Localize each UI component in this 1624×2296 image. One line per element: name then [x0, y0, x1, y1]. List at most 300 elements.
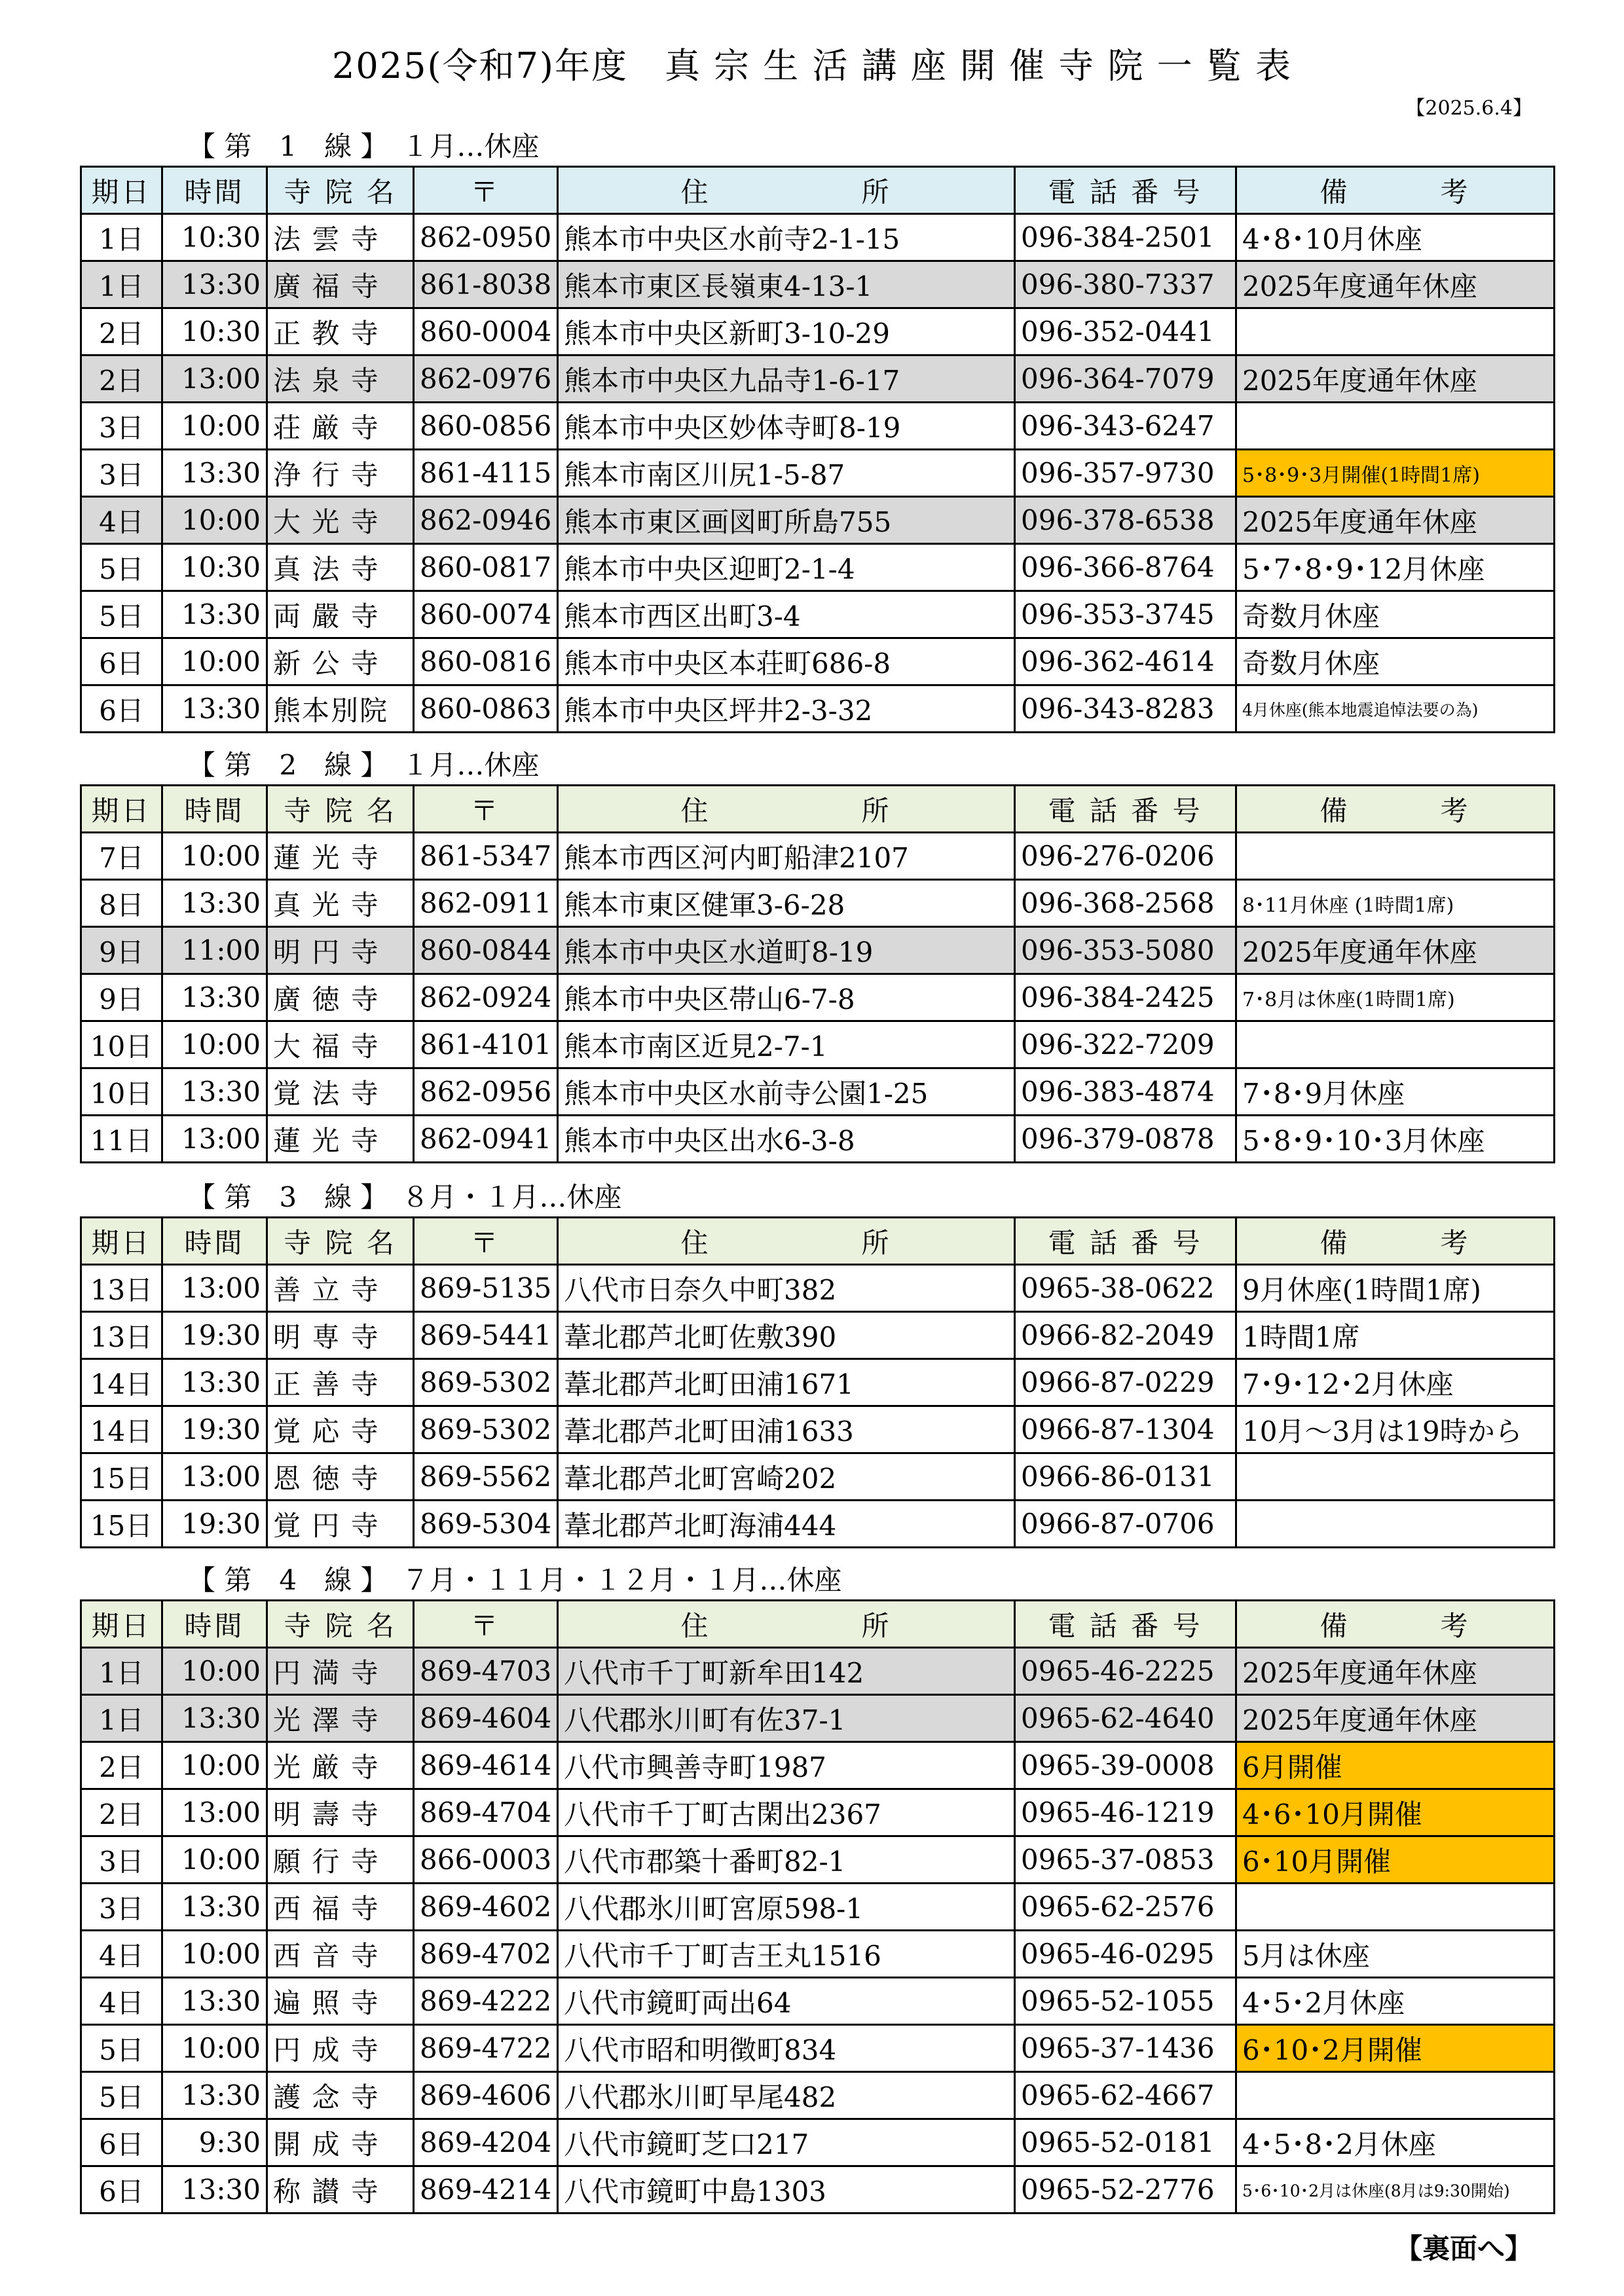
cell-zip: 861-4115 — [414, 450, 558, 497]
cell-address: 熊本市東区長嶺東4-13-1 — [558, 261, 1015, 308]
table-row — [81, 1501, 1555, 1548]
cell-address: 熊本市東区画図町所島755 — [558, 497, 1015, 544]
header-address: 住 所 — [558, 1218, 1015, 1265]
cell-zip: 862-0911 — [414, 880, 558, 927]
cell-phone: 0966-87-0706 — [1015, 1501, 1236, 1548]
cell-zip: 860-0856 — [414, 403, 558, 450]
cell-temple: 法 雲 寺 — [267, 214, 414, 261]
cell-note: 5･8･9･10･3月休座 — [1236, 1116, 1555, 1163]
table-row — [81, 2166, 1555, 2214]
cell-time: 9:30 — [162, 2119, 267, 2166]
cell-phone: 0965-52-2776 — [1015, 2166, 1236, 2214]
table-row — [81, 685, 1555, 733]
header-day: 期日 — [81, 1218, 162, 1265]
cell-time: 10:00 — [162, 1836, 267, 1884]
cell-address: 熊本市中央区水前寺公園1-25 — [558, 1068, 1015, 1116]
cell-phone: 096-353-5080 — [1015, 927, 1236, 974]
cell-day: 5日 — [81, 2025, 162, 2072]
page-title: 2025(令和7)年度 真 宗 生 活 講 座 開 催 寺 院 一 覧 表 — [332, 45, 1292, 86]
cell-temple: 開 成 寺 — [267, 2119, 414, 2166]
cell-day: 1日 — [81, 261, 162, 308]
cell-temple: 正 善 寺 — [267, 1359, 414, 1406]
cell-day: 5日 — [81, 2072, 162, 2119]
cell-time: 13:30 — [162, 261, 267, 308]
cell-temple: 明 専 寺 — [267, 1312, 414, 1359]
cell-temple: 護 念 寺 — [267, 2072, 414, 2119]
table-row — [81, 927, 1555, 974]
line-title: 【 第 2 線 】 １月…休座 — [188, 749, 540, 781]
table-row — [81, 1884, 1555, 1931]
cell-time: 10:00 — [162, 1021, 267, 1068]
cell-time: 13:00 — [162, 1789, 267, 1836]
cell-time: 13:00 — [162, 355, 267, 403]
table-row — [81, 1265, 1555, 1312]
cell-note: 4月休座(熊本地震追悼法要の為) — [1236, 685, 1555, 733]
header-zip: 〒 — [414, 1218, 558, 1265]
cell-note: 6月開催 — [1236, 1742, 1555, 1789]
cell-time: 13:30 — [162, 2166, 267, 2214]
temple-table — [80, 1599, 1555, 2214]
cell-zip: 862-0924 — [414, 974, 558, 1021]
cell-zip: 860-0004 — [414, 308, 558, 355]
cell-address: 八代市千丁町新牟田142 — [558, 1648, 1015, 1695]
cell-address: 八代市日奈久中町382 — [558, 1265, 1015, 1312]
cell-phone: 0965-46-0295 — [1015, 1931, 1236, 1978]
cell-zip: 862-0956 — [414, 1068, 558, 1116]
cell-note — [1236, 1021, 1555, 1068]
cell-note: 4･8･10月休座 — [1236, 214, 1555, 261]
cell-time: 13:30 — [162, 685, 267, 733]
cell-address: 葦北郡芦北町田浦1633 — [558, 1406, 1015, 1453]
table-header-row — [81, 1601, 1555, 1648]
cell-temple: 正 教 寺 — [267, 308, 414, 355]
cell-time: 13:30 — [162, 1978, 267, 2025]
cell-phone: 0965-46-2225 — [1015, 1648, 1236, 1695]
cell-note: 2025年度通年休座 — [1236, 927, 1555, 974]
cell-note — [1236, 1501, 1555, 1548]
cell-zip: 869-4214 — [414, 2166, 558, 2214]
cell-day: 14日 — [81, 1359, 162, 1406]
cell-temple: 称 讃 寺 — [267, 2166, 414, 2214]
cell-temple: 浄 行 寺 — [267, 450, 414, 497]
cell-address: 葦北郡芦北町佐敷390 — [558, 1312, 1015, 1359]
cell-zip: 860-0817 — [414, 544, 558, 591]
cell-zip: 869-4704 — [414, 1789, 558, 1836]
cell-zip: 869-4722 — [414, 2025, 558, 2072]
cell-time: 13:30 — [162, 591, 267, 638]
cell-time: 19:30 — [162, 1312, 267, 1359]
header-temple: 寺 院 名 — [267, 167, 414, 214]
table-row — [81, 497, 1555, 544]
line-title: 【 第 4 線 】 ７月・１１月・１２月・１月…休座 — [188, 1564, 842, 1596]
cell-time: 11:00 — [162, 927, 267, 974]
cell-time: 13:30 — [162, 1695, 267, 1742]
cell-time: 10:00 — [162, 1742, 267, 1789]
cell-zip: 866-0003 — [414, 1836, 558, 1884]
cell-zip: 860-0074 — [414, 591, 558, 638]
cell-temple: 光 厳 寺 — [267, 1742, 414, 1789]
line-title: 【 第 3 線 】 ８月・１月…休座 — [188, 1181, 622, 1213]
cell-zip: 862-0950 — [414, 214, 558, 261]
cell-address: 八代市鏡町中島1303 — [558, 2166, 1015, 2214]
table-row — [81, 1116, 1555, 1163]
cell-phone: 0965-37-0853 — [1015, 1836, 1236, 1884]
cell-time: 10:00 — [162, 1648, 267, 1695]
header-day: 期日 — [81, 167, 162, 214]
cell-address: 八代郡氷川町早尾482 — [558, 2072, 1015, 2119]
header-day: 期日 — [81, 786, 162, 833]
cell-day: 3日 — [81, 1884, 162, 1931]
cell-temple: 蓮 光 寺 — [267, 833, 414, 880]
temple-table — [80, 1216, 1555, 1548]
cell-note: 奇数月休座 — [1236, 591, 1555, 638]
cell-note: 2025年度通年休座 — [1236, 261, 1555, 308]
header-zip: 〒 — [414, 786, 558, 833]
cell-zip: 862-0976 — [414, 355, 558, 403]
cell-time: 13:30 — [162, 1359, 267, 1406]
table-row — [81, 591, 1555, 638]
table-row — [81, 544, 1555, 591]
header-phone: 電 話 番 号 — [1015, 167, 1236, 214]
cell-time: 10:00 — [162, 497, 267, 544]
cell-address: 熊本市南区川尻1-5-87 — [558, 450, 1015, 497]
cell-phone: 096-368-2568 — [1015, 880, 1236, 927]
cell-temple: 円 満 寺 — [267, 1648, 414, 1695]
cell-temple: 真 法 寺 — [267, 544, 414, 591]
cell-day: 10日 — [81, 1068, 162, 1116]
cell-address: 熊本市中央区九品寺1-6-17 — [558, 355, 1015, 403]
header-time: 時間 — [162, 1601, 267, 1648]
cell-note: 7･8月は休座(1時間1席) — [1236, 974, 1555, 1021]
cell-zip: 869-5135 — [414, 1265, 558, 1312]
cell-time: 13:30 — [162, 1068, 267, 1116]
cell-note: 6･10･2月開催 — [1236, 2025, 1555, 2072]
cell-day: 15日 — [81, 1501, 162, 1548]
cell-note: 5･7･8･9･12月休座 — [1236, 544, 1555, 591]
cell-address: 熊本市中央区帯山6-7-8 — [558, 974, 1015, 1021]
cell-day: 2日 — [81, 308, 162, 355]
cell-note: 10月～3月は19時から — [1236, 1406, 1555, 1453]
cell-day: 1日 — [81, 1648, 162, 1695]
cell-phone: 096-384-2501 — [1015, 214, 1236, 261]
cell-day: 8日 — [81, 880, 162, 927]
table-row — [81, 2072, 1555, 2119]
cell-address: 熊本市中央区迎町2-1-4 — [558, 544, 1015, 591]
cell-temple: 法 泉 寺 — [267, 355, 414, 403]
cell-note: 1時間1席 — [1236, 1312, 1555, 1359]
header-address: 住 所 — [558, 786, 1015, 833]
cell-temple: 覚 応 寺 — [267, 1406, 414, 1453]
header-phone: 電 話 番 号 — [1015, 786, 1236, 833]
cell-zip: 860-0816 — [414, 638, 558, 685]
cell-day: 6日 — [81, 638, 162, 685]
cell-phone: 096-353-3745 — [1015, 591, 1236, 638]
cell-address: 葦北郡芦北町海浦444 — [558, 1501, 1015, 1548]
cell-zip: 869-4222 — [414, 1978, 558, 2025]
cell-note: 5･6･10･2月は休座(8月は9:30開始) — [1236, 2166, 1555, 2214]
cell-day: 5日 — [81, 591, 162, 638]
cell-time: 13:00 — [162, 1116, 267, 1163]
cell-time: 10:00 — [162, 2025, 267, 2072]
table-header-row — [81, 1218, 1555, 1265]
table-row — [81, 2025, 1555, 2072]
cell-zip: 869-4604 — [414, 1695, 558, 1742]
cell-phone: 096-322-7209 — [1015, 1021, 1236, 1068]
cell-address: 八代郡氷川町宮原598-1 — [558, 1884, 1015, 1931]
cell-day: 1日 — [81, 214, 162, 261]
header-address: 住 所 — [558, 1601, 1015, 1648]
cell-temple: 大 福 寺 — [267, 1021, 414, 1068]
table-row — [81, 2119, 1555, 2166]
table-row — [81, 1648, 1555, 1695]
cell-zip: 861-5347 — [414, 833, 558, 880]
cell-address: 八代市興善寺町1987 — [558, 1742, 1015, 1789]
cell-zip: 869-5304 — [414, 1501, 558, 1548]
header-time: 時間 — [162, 167, 267, 214]
cell-note: 8･11月休座 (1時間1席) — [1236, 880, 1555, 927]
cell-day: 4日 — [81, 1931, 162, 1978]
cell-day: 13日 — [81, 1265, 162, 1312]
cell-phone: 0966-86-0131 — [1015, 1453, 1236, 1501]
cell-address: 熊本市中央区坪井2-3-32 — [558, 685, 1015, 733]
header-zip: 〒 — [414, 167, 558, 214]
cell-phone: 0965-62-4667 — [1015, 2072, 1236, 2119]
cell-address: 熊本市南区近見2-7-1 — [558, 1021, 1015, 1068]
cell-note — [1236, 1884, 1555, 1931]
cell-phone: 096-383-4874 — [1015, 1068, 1236, 1116]
cell-day: 3日 — [81, 403, 162, 450]
cell-time: 13:00 — [162, 1265, 267, 1312]
cell-zip: 869-4606 — [414, 2072, 558, 2119]
cell-temple: 覚 円 寺 — [267, 1501, 414, 1548]
cell-note: 4･6･10月開催 — [1236, 1789, 1555, 1836]
cell-phone: 096-384-2425 — [1015, 974, 1236, 1021]
cell-note: 5･8･9･3月開催(1時間1席) — [1236, 450, 1555, 497]
cell-day: 9日 — [81, 927, 162, 974]
table-row — [81, 833, 1555, 880]
table-row — [81, 1406, 1555, 1453]
cell-address: 葦北郡芦北町田浦1671 — [558, 1359, 1015, 1406]
header-time: 時間 — [162, 786, 267, 833]
cell-phone: 096-352-0441 — [1015, 308, 1236, 355]
cell-phone: 0965-38-0622 — [1015, 1265, 1236, 1312]
cell-time: 13:30 — [162, 450, 267, 497]
cell-day: 9日 — [81, 974, 162, 1021]
cell-zip: 869-4703 — [414, 1648, 558, 1695]
cell-note: 7･8･9月休座 — [1236, 1068, 1555, 1116]
cell-temple: 新 公 寺 — [267, 638, 414, 685]
cell-phone: 096-357-9730 — [1015, 450, 1236, 497]
cell-address: 熊本市東区健軍3-6-28 — [558, 880, 1015, 927]
cell-note: 4･5･2月休座 — [1236, 1978, 1555, 2025]
cell-temple: 覚 法 寺 — [267, 1068, 414, 1116]
cell-day: 6日 — [81, 2166, 162, 2214]
cell-time: 10:30 — [162, 544, 267, 591]
table-row — [81, 1789, 1555, 1836]
cell-time: 10:00 — [162, 403, 267, 450]
cell-phone: 096-366-8764 — [1015, 544, 1236, 591]
cell-zip: 860-0863 — [414, 685, 558, 733]
cell-phone: 0965-39-0008 — [1015, 1742, 1236, 1789]
cell-temple: 円 成 寺 — [267, 2025, 414, 2072]
cell-day: 2日 — [81, 1742, 162, 1789]
cell-zip: 869-4602 — [414, 1884, 558, 1931]
cell-time: 13:30 — [162, 880, 267, 927]
cell-time: 13:30 — [162, 1884, 267, 1931]
cell-address: 熊本市中央区本荘町686-8 — [558, 638, 1015, 685]
cell-address: 熊本市中央区水道町8-19 — [558, 927, 1015, 974]
cell-day: 3日 — [81, 1836, 162, 1884]
cell-phone: 096-362-4614 — [1015, 638, 1236, 685]
cell-day: 13日 — [81, 1312, 162, 1359]
cell-temple: 恩 徳 寺 — [267, 1453, 414, 1501]
cell-zip: 869-5302 — [414, 1406, 558, 1453]
cell-phone: 0965-62-2576 — [1015, 1884, 1236, 1931]
table-row — [81, 1021, 1555, 1068]
cell-temple: 大 光 寺 — [267, 497, 414, 544]
cell-time: 13:00 — [162, 1453, 267, 1501]
issue-date: 【2025.6.4】 — [1405, 97, 1532, 120]
table-row — [81, 261, 1555, 308]
section-line-1 — [80, 128, 1553, 733]
table-row — [81, 450, 1555, 497]
cell-temple: 善 立 寺 — [267, 1265, 414, 1312]
cell-zip: 861-4101 — [414, 1021, 558, 1068]
cell-time: 10:30 — [162, 308, 267, 355]
section-line-3 — [80, 1178, 1553, 1548]
cell-zip: 862-0946 — [414, 497, 558, 544]
temple-table — [80, 166, 1555, 733]
cell-temple: 遍 照 寺 — [267, 1978, 414, 2025]
header-temple: 寺 院 名 — [267, 1218, 414, 1265]
cell-note: 6･10月開催 — [1236, 1836, 1555, 1884]
cell-day: 2日 — [81, 355, 162, 403]
header-temple: 寺 院 名 — [267, 1601, 414, 1648]
cell-phone: 0966-82-2049 — [1015, 1312, 1236, 1359]
table-row — [81, 1359, 1555, 1406]
cell-day: 11日 — [81, 1116, 162, 1163]
cell-address: 熊本市中央区新町3-10-29 — [558, 308, 1015, 355]
cell-address: 八代郡氷川町有佐37-1 — [558, 1695, 1015, 1742]
cell-phone: 0965-52-0181 — [1015, 2119, 1236, 2166]
cell-temple: 廣 徳 寺 — [267, 974, 414, 1021]
cell-note — [1236, 308, 1555, 355]
table-row — [81, 1836, 1555, 1884]
cell-phone: 0965-46-1219 — [1015, 1789, 1236, 1836]
header-phone: 電 話 番 号 — [1015, 1218, 1236, 1265]
cell-temple: 両 嚴 寺 — [267, 591, 414, 638]
cell-note: 奇数月休座 — [1236, 638, 1555, 685]
cell-phone: 096-378-6538 — [1015, 497, 1236, 544]
table-header-row — [81, 167, 1555, 214]
header-note: 備 考 — [1236, 1218, 1555, 1265]
cell-note: 2025年度通年休座 — [1236, 1695, 1555, 1742]
cell-temple: 明 壽 寺 — [267, 1789, 414, 1836]
header-temple: 寺 院 名 — [267, 786, 414, 833]
cell-day: 14日 — [81, 1406, 162, 1453]
table-row — [81, 355, 1555, 403]
table-row — [81, 974, 1555, 1021]
cell-day: 6日 — [81, 2119, 162, 2166]
cell-temple: 熊本別院 — [267, 685, 414, 733]
cell-day: 5日 — [81, 544, 162, 591]
cell-temple: 真 光 寺 — [267, 880, 414, 927]
cell-zip: 869-5302 — [414, 1359, 558, 1406]
cell-phone: 096-343-8283 — [1015, 685, 1236, 733]
cell-zip: 869-5441 — [414, 1312, 558, 1359]
cell-time: 13:30 — [162, 2072, 267, 2119]
cell-zip: 869-4614 — [414, 1742, 558, 1789]
cell-time: 13:30 — [162, 974, 267, 1021]
cell-day: 10日 — [81, 1021, 162, 1068]
cell-note: 2025年度通年休座 — [1236, 1648, 1555, 1695]
line-title: 【 第 1 線 】 １月…休座 — [188, 130, 540, 162]
table-row — [81, 638, 1555, 685]
header-phone: 電 話 番 号 — [1015, 1601, 1236, 1648]
header-day: 期日 — [81, 1601, 162, 1648]
table-row — [81, 308, 1555, 355]
cell-phone: 096-276-0206 — [1015, 833, 1236, 880]
cell-temple: 光 澤 寺 — [267, 1695, 414, 1742]
cell-phone: 0965-37-1436 — [1015, 2025, 1236, 2072]
header-time: 時間 — [162, 1218, 267, 1265]
cell-address: 八代市郡築十番町82-1 — [558, 1836, 1015, 1884]
cell-zip: 860-0844 — [414, 927, 558, 974]
continue-to-back-label: 【裏面へ】 — [1394, 2232, 1532, 2265]
cell-temple: 願 行 寺 — [267, 1836, 414, 1884]
cell-temple: 廣 福 寺 — [267, 261, 414, 308]
cell-note: 2025年度通年休座 — [1236, 497, 1555, 544]
cell-address: 熊本市中央区出水6-3-8 — [558, 1116, 1015, 1163]
cell-note — [1236, 833, 1555, 880]
cell-note: 7･9･12･2月休座 — [1236, 1359, 1555, 1406]
cell-temple: 西 音 寺 — [267, 1931, 414, 1978]
cell-address: 熊本市西区河内町船津2107 — [558, 833, 1015, 880]
cell-note — [1236, 403, 1555, 450]
cell-phone: 0966-87-1304 — [1015, 1406, 1236, 1453]
table-row — [81, 403, 1555, 450]
header-note: 備 考 — [1236, 167, 1555, 214]
cell-time: 19:30 — [162, 1406, 267, 1453]
cell-time: 10:00 — [162, 833, 267, 880]
cell-day: 1日 — [81, 1695, 162, 1742]
cell-temple: 明 円 寺 — [267, 927, 414, 974]
cell-phone: 096-379-0878 — [1015, 1116, 1236, 1163]
cell-note: 5月は休座 — [1236, 1931, 1555, 1978]
cell-time: 19:30 — [162, 1501, 267, 1548]
table-row — [81, 1453, 1555, 1501]
table-row — [81, 1695, 1555, 1742]
cell-address: 八代市鏡町両出64 — [558, 1978, 1015, 2025]
temple-table — [80, 784, 1555, 1163]
cell-zip: 861-8038 — [414, 261, 558, 308]
table-row — [81, 1742, 1555, 1789]
cell-note — [1236, 1453, 1555, 1501]
section-line-2 — [80, 746, 1553, 1163]
cell-temple: 西 福 寺 — [267, 1884, 414, 1931]
section-line-4 — [80, 1561, 1553, 2214]
cell-day: 15日 — [81, 1453, 162, 1501]
cell-zip: 862-0941 — [414, 1116, 558, 1163]
cell-phone: 0966-87-0229 — [1015, 1359, 1236, 1406]
cell-note: 2025年度通年休座 — [1236, 355, 1555, 403]
cell-address: 熊本市中央区水前寺2-1-15 — [558, 214, 1015, 261]
cell-address: 八代市鏡町芝口217 — [558, 2119, 1015, 2166]
cell-time: 10:00 — [162, 1931, 267, 1978]
table-row — [81, 1931, 1555, 1978]
cell-day: 3日 — [81, 450, 162, 497]
cell-day: 7日 — [81, 833, 162, 880]
